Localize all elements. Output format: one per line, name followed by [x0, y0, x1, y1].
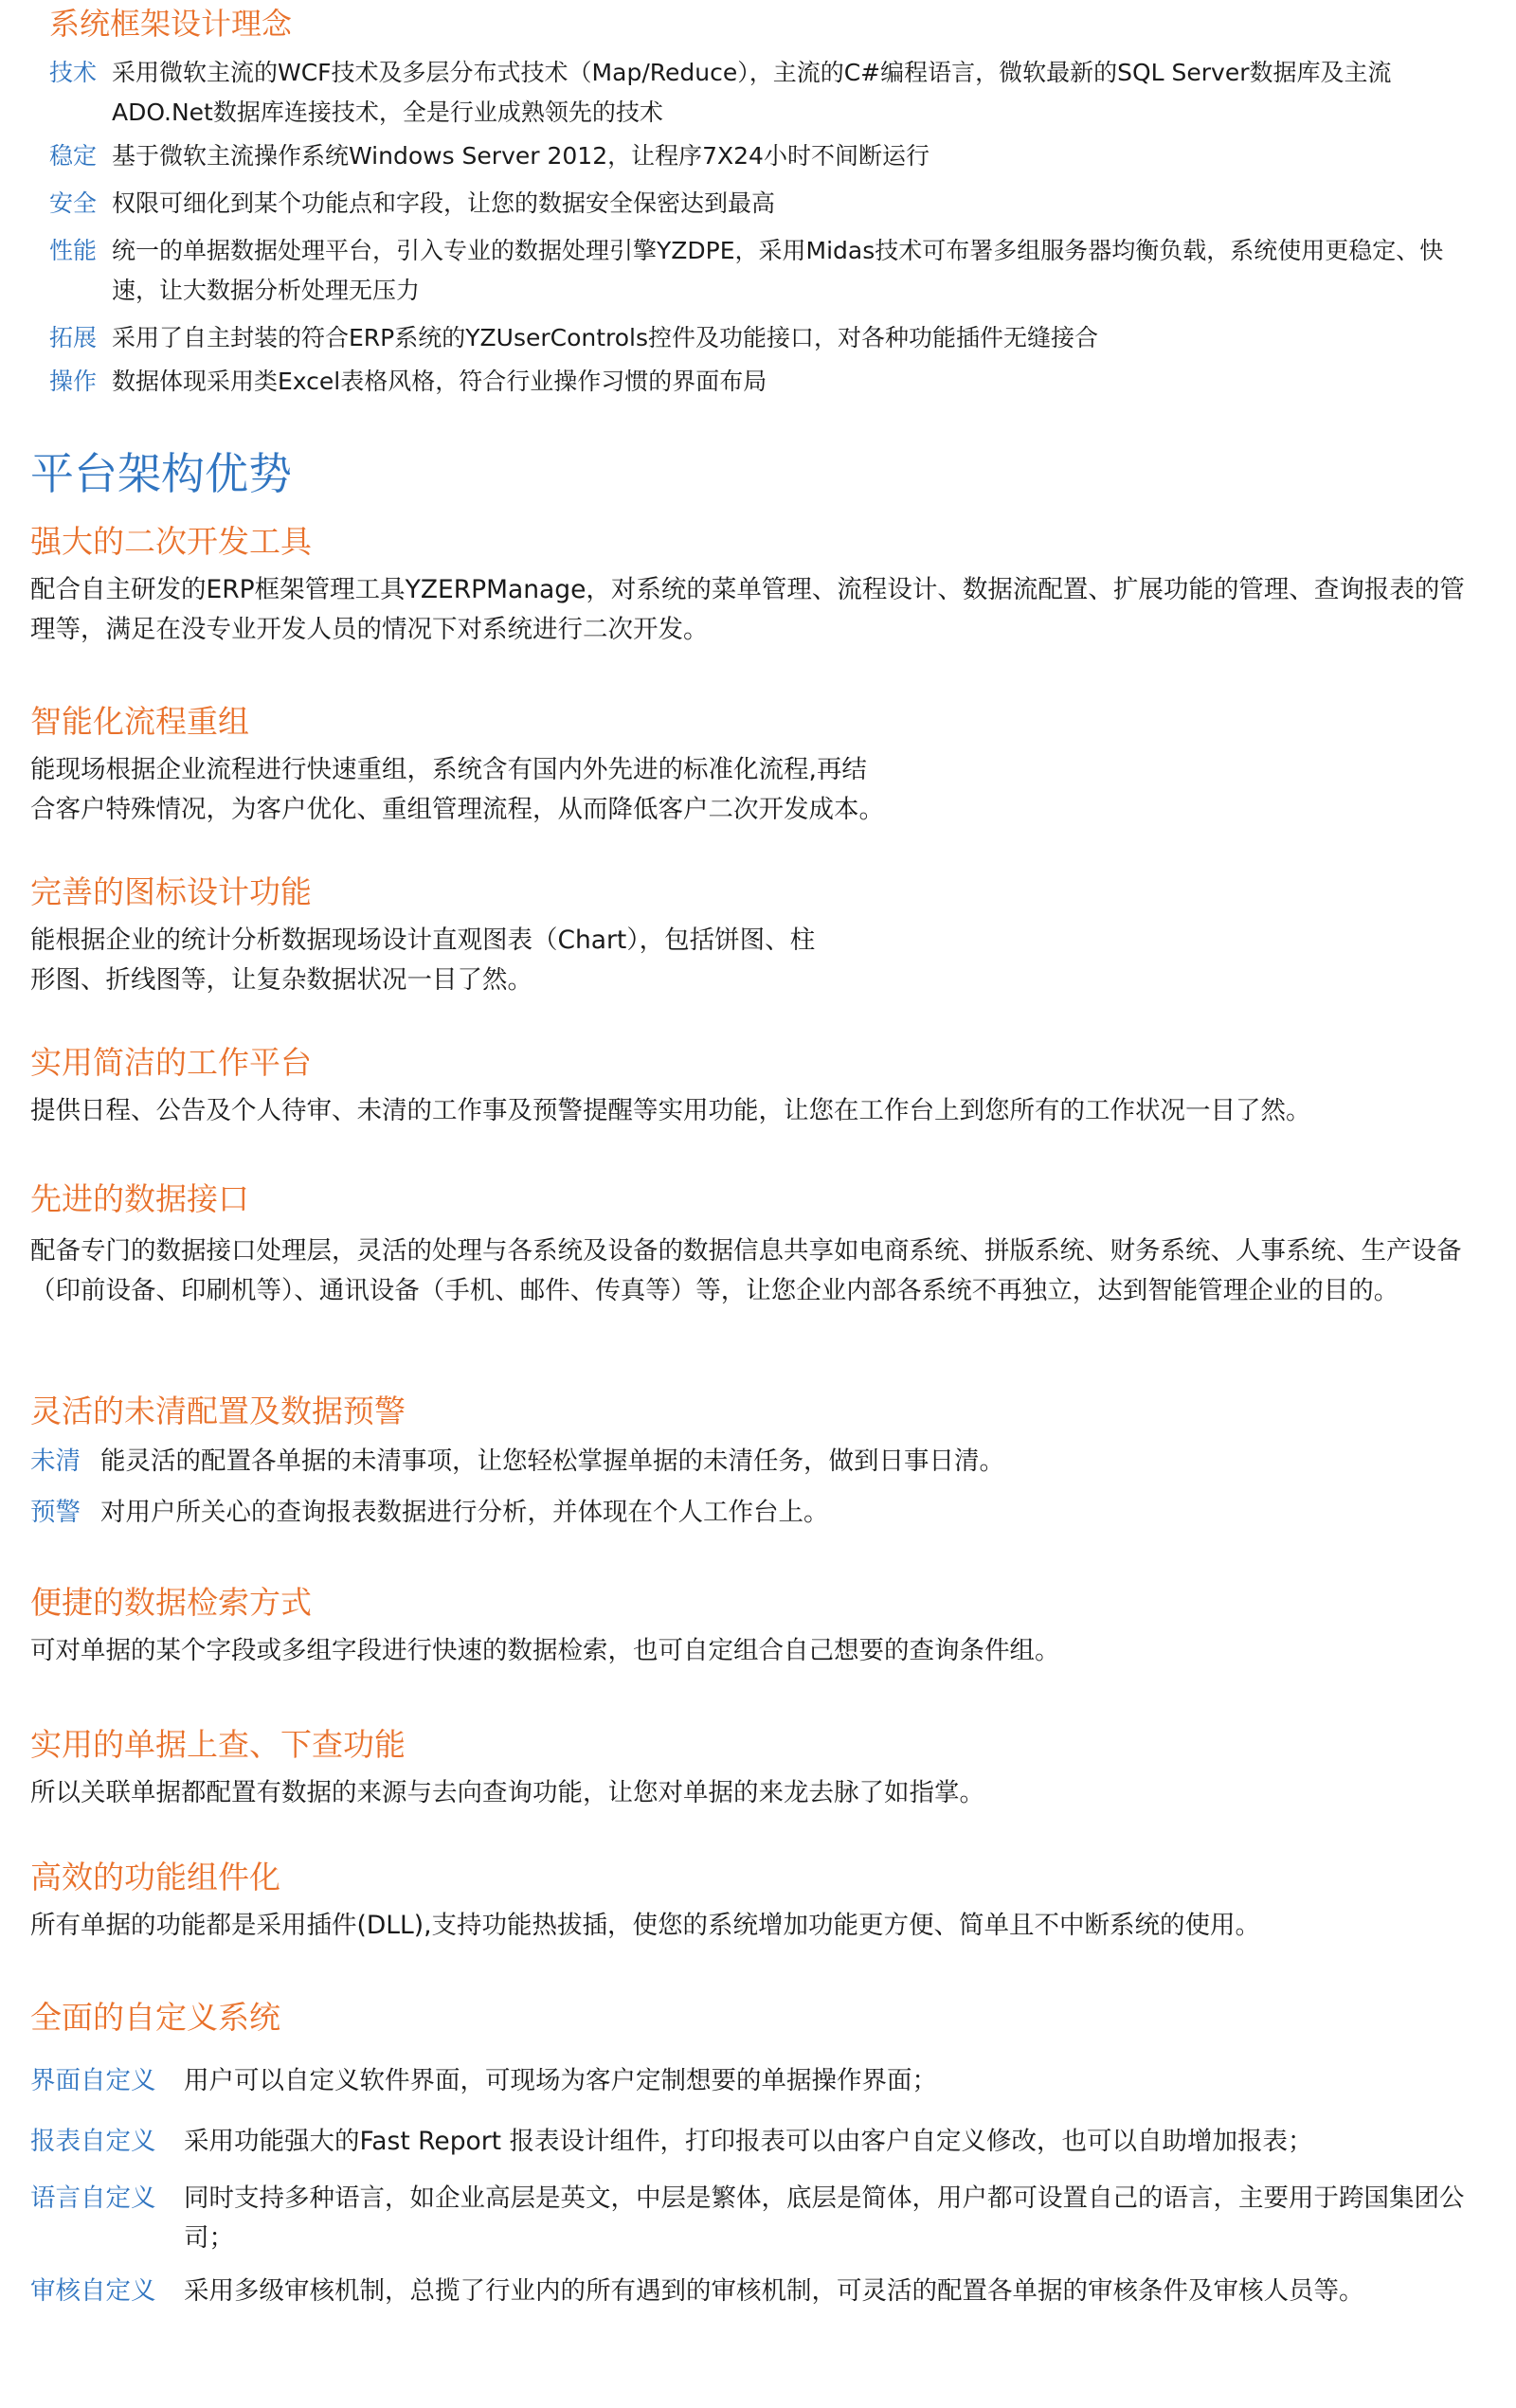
custom-term: 报表自定义	[30, 2127, 156, 2156]
framework-item-security	[49, 184, 1485, 224]
section-title-customization: 全面的自定义系统	[30, 1999, 280, 2036]
framework-item-extension	[49, 318, 1485, 358]
section-body-search: 可对单据的某个字段或多组字段进行快速的数据检索，也可自定组合自己想要的查询条件组。	[30, 1636, 1060, 1665]
custom-item-approval	[30, 2272, 1485, 2311]
section-title-data-interface: 先进的数据接口	[30, 1180, 249, 1217]
section-body-data-interface: 配备专门的数据接口处理层，灵活的处理与各系统及设备的数据信息共享如电商系统、拼版系统、财务系统、人事系统、生产设备（印前设备、印刷机等）、通讯设备（手机、邮件、传真等）等，让您企业内部各系统不再独立，达到智能管理企业的目的。	[30, 1236, 1462, 1305]
section-body-workbench: 提供日程、公告及个人待审、未清的工作事及预警提醒等实用功能，让您在工作台上到您所有的工作状况一目了然。	[30, 1096, 1311, 1125]
custom-desc: 用户可以自定义软件界面，可现场为客户定制想要的单据操作界面；	[184, 2066, 937, 2095]
framework-item-stability	[49, 136, 1485, 176]
framework-desc: 采用了自主封装的符合ERP系统的YZUserControls控件及功能接口，对各种功能插件无缝接合	[112, 324, 1099, 351]
section-title-dev-tools: 强大的二次开发工具	[30, 523, 312, 560]
alert-item	[30, 1493, 1485, 1533]
section-title-components: 高效的功能组件化	[30, 1859, 280, 1896]
section-body-chart-line2: 形图、折线图等，让复杂数据状况一目了然。	[30, 965, 532, 995]
custom-desc: 采用功能强大的Fast Report 报表设计组件，打印报表可以由客户自定义修改，也可以自助增加报表；	[184, 2127, 1313, 2156]
custom-term: 界面自定义	[30, 2066, 156, 2095]
section-title-search: 便捷的数据检索方式	[30, 1584, 312, 1621]
section-title-workbench: 实用简洁的工作平台	[30, 1044, 312, 1081]
pending-term: 未清	[30, 1447, 81, 1476]
framework-item-performance	[49, 231, 1485, 311]
custom-item-language	[30, 2179, 1485, 2258]
section-body-chart-line1: 能根据企业的统计分析数据现场设计直观图表（Chart），包括饼图、柱	[30, 925, 816, 955]
section-title-pending-alerts: 灵活的未清配置及数据预警	[30, 1393, 406, 1429]
custom-term: 审核自定义	[30, 2276, 156, 2306]
section-title-process: 智能化流程重组	[30, 703, 249, 740]
framework-term: 安全	[49, 189, 98, 217]
framework-title: 系统框架设计理念	[49, 6, 293, 42]
section-body-process-line2: 合客户特殊情况，为客户优化、重组管理流程，从而降低客户二次开发成本。	[30, 795, 884, 824]
framework-desc: 统一的单据数据处理平台，引入专业的数据处理引擎YZDPE，采用Midas技术可布署多组服务器均衡负载，系统使用更稳定、快速，让大数据分析处理无压力	[112, 237, 1444, 304]
framework-desc: 采用微软主流的WCF技术及多层分布式技术（Map/Reduce），主流的C#编程语言，微软最新的SQL Server数据库及主流ADO.Net数据库连接技术，全是行业成熟领先的技术	[112, 59, 1392, 126]
pending-item	[30, 1442, 1485, 1482]
custom-desc: 采用多级审核机制，总揽了行业内的所有遇到的审核机制，可灵活的配置各单据的审核条件及审核人员等。	[184, 2276, 1364, 2306]
section-title-trace: 实用的单据上查、下查功能	[30, 1726, 406, 1763]
framework-term: 操作	[49, 368, 98, 395]
custom-term: 语言自定义	[30, 2183, 156, 2213]
framework-term: 拓展	[49, 324, 98, 351]
framework-desc: 权限可细化到某个功能点和字段，让您的数据安全保密达到最高	[112, 189, 776, 217]
framework-term: 技术	[49, 59, 98, 86]
section-body-trace: 所以关联单据都配置有数据的来源与去向查询功能，让您对单据的来龙去脉了如指掌。	[30, 1778, 984, 1807]
section-body-dev-tools: 配合自主研发的ERP框架管理工具YZERPManage，对系统的菜单管理、流程设计、数据流配置、扩展功能的管理、查询报表的管理等，满足在没专业开发人员的情况下对系统进行二次开发。	[30, 575, 1465, 644]
custom-item-ui	[30, 2061, 1485, 2101]
section-body-process-line1: 能现场根据企业流程进行快速重组，系统含有国内外先进的标准化流程,再结	[30, 755, 867, 784]
custom-item-report	[30, 2122, 1485, 2162]
custom-desc: 同时支持多种语言，如企业高层是英文，中层是繁体，底层是简体，用户都可设置自己的语言，主要用于跨国集团公司；	[184, 2183, 1465, 2253]
alert-term: 预警	[30, 1498, 81, 1527]
pending-desc: 能灵活的配置各单据的未清事项，让您轻松掌握单据的未清任务，做到日事日清。	[100, 1447, 1004, 1476]
section-body-components: 所有单据的功能都是采用插件(DLL),支持功能热拔插，使您的系统增加功能更方便、简单且不中断系统的使用。	[30, 1911, 1261, 1940]
alert-desc: 对用户所关心的查询报表数据进行分析，并体现在个人工作台上。	[100, 1498, 829, 1527]
framework-desc: 基于微软主流操作系统Windows Server 2012，让程序7X24小时不间断运行	[112, 142, 929, 170]
framework-desc: 数据体现采用类Excel表格风格，符合行业操作习惯的界面布局	[112, 368, 767, 395]
advantages-title: 平台架构优势	[30, 448, 292, 499]
section-title-chart: 完善的图标设计功能	[30, 873, 312, 910]
framework-term: 稳定	[49, 142, 98, 170]
framework-item-tech	[49, 53, 1485, 133]
framework-item-operation	[49, 362, 1485, 402]
framework-term: 性能	[49, 237, 98, 264]
